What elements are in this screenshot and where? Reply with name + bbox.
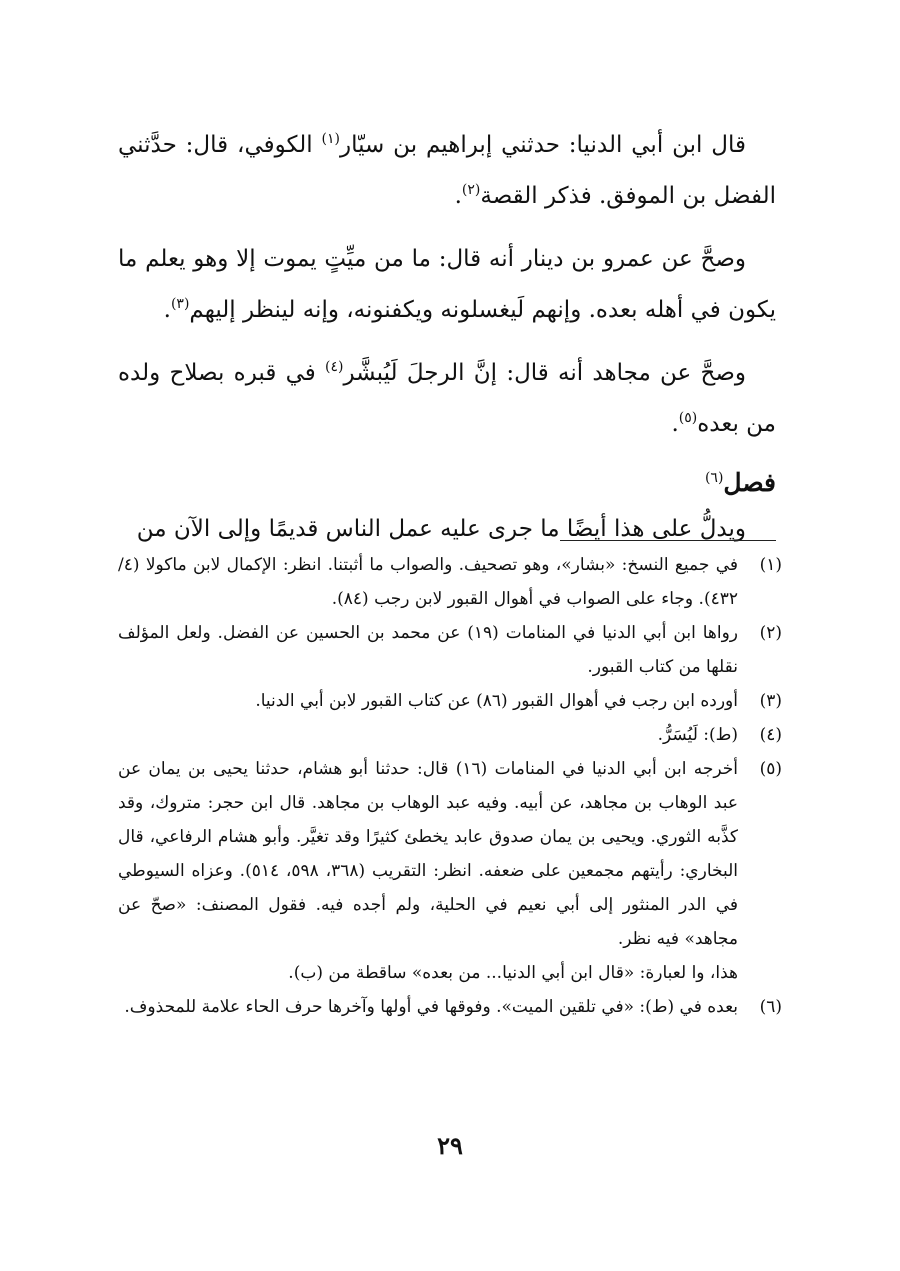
paragraph-4: ويدلُّ على هذا أيضًا ما جرى عليه عمل الناس قديمًا وإلى الآن من bbox=[136, 516, 746, 542]
footnote-ref-6[interactable]: (٦) bbox=[704, 470, 724, 486]
paragraph-2: وصحَّ عن عمرو بن دينار أنه قال: ما من ميِّتٍ يموت إلا وهو يعلم ما يكون في أهله بعده. وإنهم لَيغسلونه ويكفنونه، وإنه لينظر إليهم$^{(٣)}$. bbox=[118, 246, 776, 323]
footnote-6 bbox=[118, 990, 782, 1024]
section-heading: فصل$^{(٦)}$ bbox=[704, 468, 776, 497]
footnote-number: (١) bbox=[759, 555, 782, 575]
page-number: ٢٩ bbox=[437, 1131, 463, 1160]
footnote-number: (٥) bbox=[759, 759, 782, 779]
footnote-2 bbox=[118, 616, 782, 684]
footnote-text: رواها ابن أبي الدنيا في المنامات (١٩) عن محمد بن الحسين عن الفضل. ولعل المؤلف نقلها من كتاب القبور. bbox=[118, 623, 738, 677]
footnote-5 bbox=[118, 752, 782, 990]
footnote-ref-3[interactable]: (٣) bbox=[170, 296, 190, 312]
paragraph-1: قال ابن أبي الدنيا: حدثني إبراهيم بن سيّار$^{(١)}$ الكوفي، قال: حدَّثني الفضل بن الموفق. فذكر القصة$^{(٢)}$. bbox=[118, 131, 776, 209]
footnote-text: (ط): لَيُسَرُّ. bbox=[657, 725, 738, 745]
footnote-number: (٤) bbox=[759, 725, 782, 745]
footnote-divider bbox=[560, 540, 776, 541]
footnote-ref-1[interactable]: (١) bbox=[321, 131, 340, 147]
footnote-extra-note: هذا، وا لعبارة: «قال ابن أبي الدنيا... من بعده» ساقطة من (ب). bbox=[288, 963, 738, 983]
footnote-text: بعده في (ط): «في تلقين الميت». وفوقها في أولها وآخرها حرف الحاء علامة للمحذوف. bbox=[124, 997, 738, 1017]
footnote-text: أخرجه ابن أبي الدنيا في المنامات (١٦) قال: حدثنا أبو هشام، حدثنا يحيى بن يمان عن عبد الوهاب بن مجاهد، عن أبيه. وفيه عبد الوهاب بن مجاهد. قال ابن حجر: متروك، وقد كذَّبه الثوري. ويحيى بن يمان صدوق عابد يخطئ كثيرًا وقد تغيَّر. وأبو هشام الرفاعي، قال البخاري: رأيتهم مجمعين على ضعفه. انظر: التقريب (٣٦٨، ٥٩٨، ٥١٤). وعزاه السيوطي في الدر المنثور إلى أبي نعيم في الحلية، ولم أجده فيه. فقول المصنف: «صحّ عن مجاهد» فيه نظر. هذا، وا لعبارة: «قال ابن أبي الدنيا... من بعده» ساقطة من (ب). bbox=[118, 752, 738, 990]
footnote-text: أورده ابن رجب في أهوال القبور (٨٦) عن كتاب القبور لابن أبي الدنيا. bbox=[255, 691, 738, 711]
main-text bbox=[118, 120, 776, 567]
footnote-3 bbox=[118, 684, 782, 718]
footnote-1 bbox=[118, 548, 782, 616]
footnote-text: في جميع النسخ: «بشار»، وهو تصحيف. والصواب ما أثبتنا. انظر: الإكمال لابن ماكولا (٤/ ٤٣٢). وجاء على الصواب في أهوال القبور لابن رجب (٨٤). bbox=[118, 555, 738, 609]
footnote-ref-2[interactable]: (٢) bbox=[461, 182, 481, 198]
footnote-number: (٢) bbox=[759, 623, 782, 643]
footnote-ref-4[interactable]: (٤) bbox=[325, 359, 344, 375]
footnote-4 bbox=[118, 718, 782, 752]
footnote-number: (٣) bbox=[759, 691, 782, 711]
footnote-ref-5[interactable]: (٥) bbox=[678, 410, 698, 426]
paragraph-3: وصحَّ عن مجاهد أنه قال: إنَّ الرجلَ لَيُبشَّر$^{(٤)}$ في قبره بصلاح ولده من بعده$^{(٥)}$. bbox=[118, 359, 776, 437]
footnotes bbox=[118, 548, 782, 1024]
footnote-number: (٦) bbox=[759, 997, 782, 1017]
